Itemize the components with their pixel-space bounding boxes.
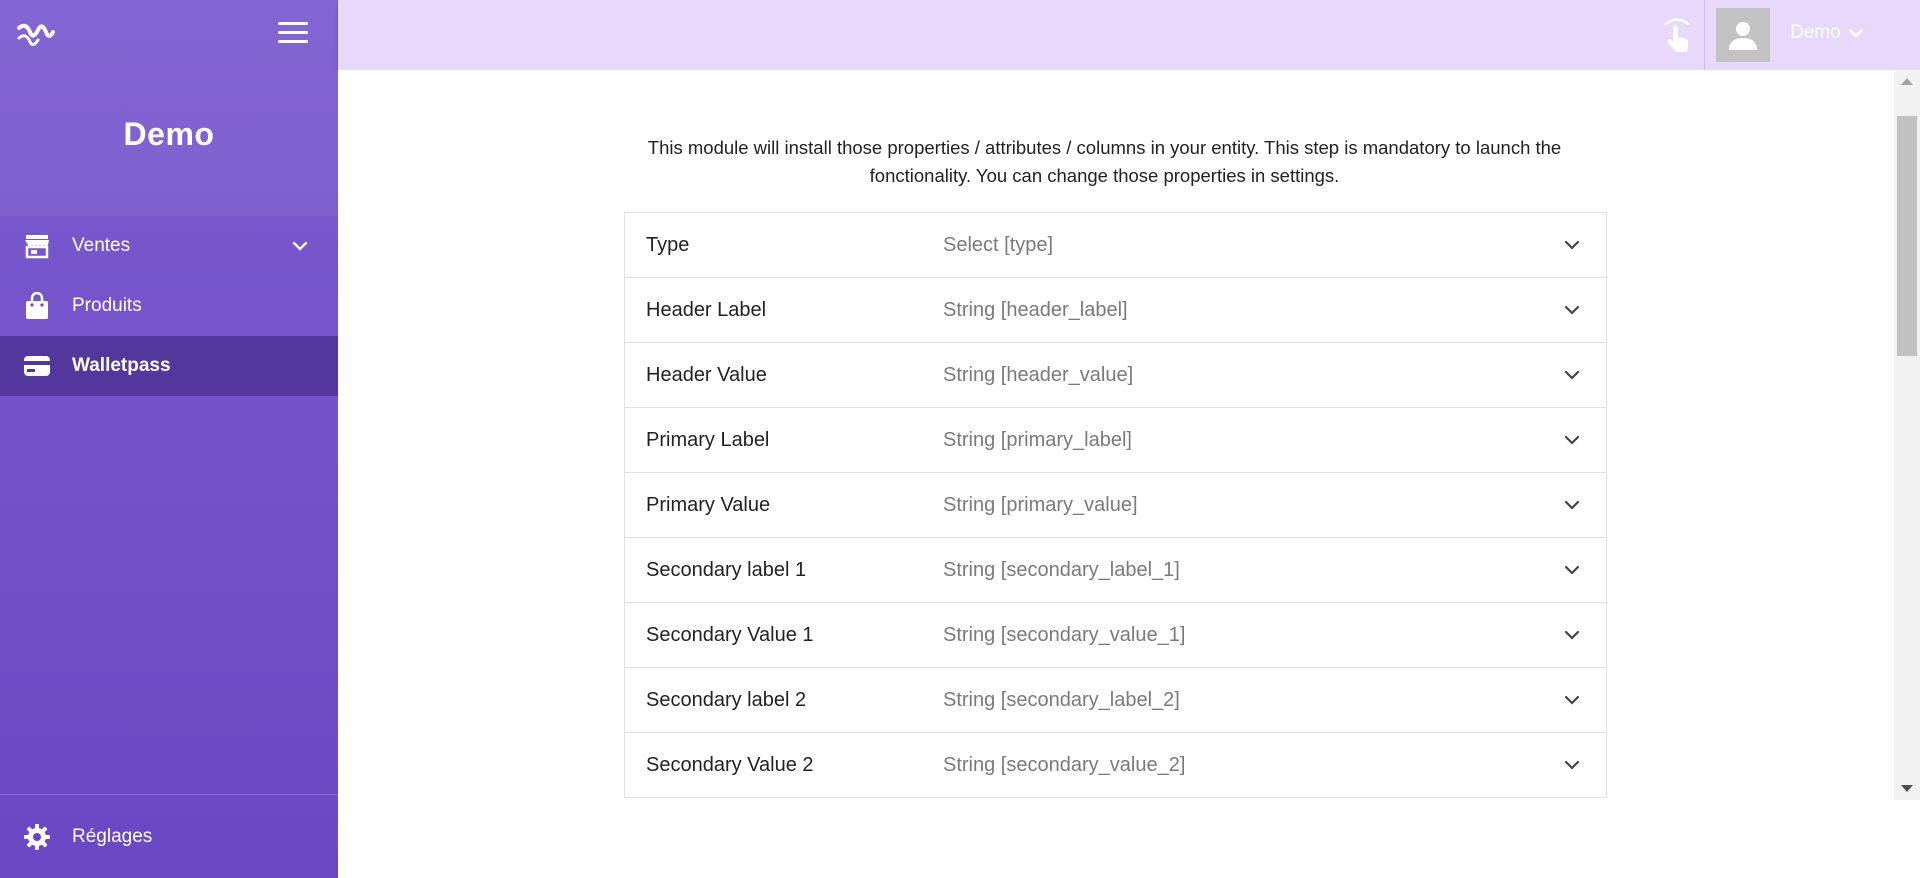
- sidebar-item-produits[interactable]: [0, 276, 338, 336]
- sidebar-item-label: Ventes: [72, 235, 131, 256]
- scroll-thumb[interactable]: [1897, 116, 1917, 356]
- chevron-down-icon: [1847, 24, 1865, 42]
- sidebar-item-label: Produits: [72, 295, 142, 316]
- row-value: String [secondary_value_2]: [943, 753, 1186, 776]
- intro-text: This module will install those properties / attributes / columns in your entity. This step is mandatory to launch the fonctionality. You can change those properties in settings.: [647, 137, 1562, 186]
- sidebar: [0, 0, 338, 878]
- row-value: String [secondary_label_2]: [943, 688, 1180, 711]
- touch-hand-icon[interactable]: [1658, 16, 1696, 54]
- sidebar-item-walletpass[interactable]: [0, 336, 338, 396]
- row-label: Primary Value: [646, 493, 771, 516]
- shopping-bag-icon: [22, 291, 52, 321]
- top-header: [338, 0, 1920, 70]
- scroll-up-arrow[interactable]: [1901, 78, 1913, 85]
- table-row[interactable]: [625, 213, 1606, 278]
- row-value: String [header_label]: [943, 298, 1128, 321]
- sidebar-nav: [0, 216, 338, 396]
- table-row[interactable]: [625, 278, 1606, 343]
- user-menu[interactable]: [1790, 22, 1865, 44]
- gear-icon: [22, 822, 52, 852]
- store-icon: [22, 231, 52, 261]
- row-label: Secondary label 2: [646, 688, 807, 711]
- chevron-down-icon[interactable]: [1562, 235, 1582, 255]
- chevron-down-icon[interactable]: [1562, 560, 1582, 580]
- vertical-scrollbar[interactable]: [1894, 70, 1920, 800]
- table-row[interactable]: [625, 733, 1606, 798]
- chevron-down-icon[interactable]: [1562, 365, 1582, 385]
- row-value: String [primary_label]: [943, 428, 1132, 451]
- row-value: String [primary_value]: [943, 493, 1138, 516]
- row-label: Type: [646, 233, 690, 256]
- property-table: [624, 212, 1607, 798]
- main-content: [338, 70, 1894, 878]
- chevron-down-icon[interactable]: [1562, 690, 1582, 710]
- row-label: Secondary Value 2: [646, 753, 814, 776]
- table-row[interactable]: [625, 343, 1606, 408]
- row-label: Header Value: [646, 363, 767, 386]
- chevron-down-icon[interactable]: [1562, 495, 1582, 515]
- table-row[interactable]: [625, 538, 1606, 603]
- chevron-down-icon[interactable]: [1562, 755, 1582, 775]
- table-row[interactable]: [625, 603, 1606, 668]
- sidebar-header: [0, 0, 338, 216]
- table-row[interactable]: [625, 668, 1606, 733]
- chevron-down-icon[interactable]: [1562, 625, 1582, 645]
- user-avatar-icon: [1726, 18, 1760, 52]
- chevron-down-icon: [290, 236, 310, 256]
- row-label: Secondary label 1: [646, 558, 807, 581]
- user-name: Demo: [1790, 22, 1841, 43]
- row-value: String [secondary_value_1]: [943, 623, 1186, 646]
- sidebar-item-label: Walletpass: [72, 355, 171, 376]
- chevron-down-icon[interactable]: [1562, 430, 1582, 450]
- row-label: Secondary Value 1: [646, 623, 814, 646]
- row-value: String [secondary_label_1]: [943, 558, 1180, 581]
- sidebar-item-reglages[interactable]: [0, 794, 338, 878]
- user-avatar[interactable]: [1716, 8, 1770, 62]
- app-logo-icon[interactable]: [16, 18, 56, 52]
- row-value: Select [type]: [943, 233, 1054, 256]
- scroll-down-arrow[interactable]: [1901, 785, 1913, 792]
- table-row[interactable]: [625, 408, 1606, 473]
- sidebar-item-ventes[interactable]: [0, 216, 338, 276]
- chevron-down-icon[interactable]: [1562, 300, 1582, 320]
- header-divider: [1704, 0, 1705, 70]
- hamburger-menu-icon[interactable]: [278, 22, 308, 48]
- sidebar-item-label: Réglages: [72, 825, 153, 847]
- brand-name: Demo: [123, 116, 215, 152]
- row-label: Header Label: [646, 298, 767, 321]
- row-value: String [header_value]: [943, 363, 1134, 386]
- table-row[interactable]: [625, 473, 1606, 538]
- row-label: Primary Label: [646, 428, 770, 451]
- wallet-card-icon: [22, 351, 52, 381]
